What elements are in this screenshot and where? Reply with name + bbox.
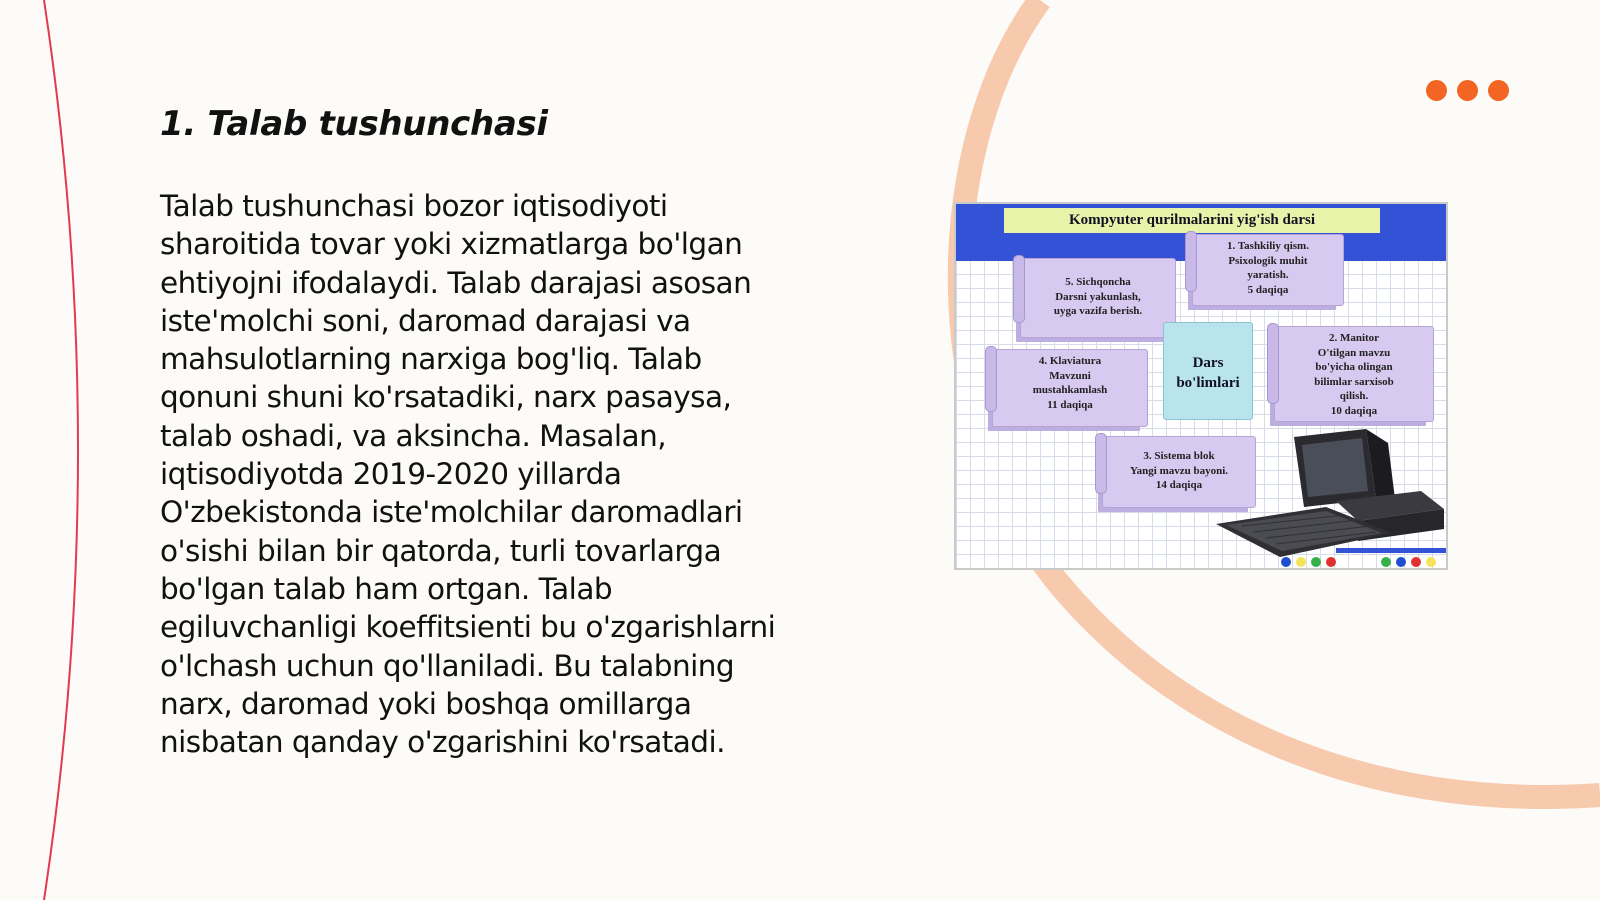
body-line: talab oshadi, va aksincha. Masalan, [160,418,667,453]
scroll-line: Mavzuni [1049,369,1091,382]
scroll-line: 5 daqiqa [1247,283,1289,296]
body-line: Talab tushunchasi bozor iqtisodiyoti [160,189,668,223]
body-line: nisbatan qanday o'zgarishini ko'rsatadi. [160,725,725,760]
scroll-line: mustahkamlash [1032,384,1108,396]
scroll-line: 4. Klaviatura [1038,355,1102,367]
lesson-structure-image [954,202,1448,570]
body-line: narx, daromad yoki boshqa omillarga [160,686,692,721]
scroll-part-4 [992,349,1148,427]
scroll-part-5 [1020,258,1176,338]
body-line: ehtiyojni ifodalaydi. Talab darajasi asosan [160,265,752,300]
scroll-line: 11 daqiqa [1047,398,1093,411]
body-line: mahsulotlarning narxiga bog'liq. Talab [160,342,702,377]
body-line: iste'molchi soni, daromad darajasi va [160,303,691,338]
slide-title: 1. Talab tushunchasi [160,104,548,144]
scroll-part-1 [1192,234,1344,306]
center-line: bo'limlari [1176,375,1240,391]
scroll-line: yaratish. [1247,269,1289,281]
picture-footer-decoration [956,548,1446,570]
center-line: Dars [1192,355,1224,371]
scroll-line: 2. Manitor [1328,332,1380,344]
scroll-line: 14 daqiqa [1155,479,1203,491]
center-box [1163,322,1253,420]
body-line: qonuni shuni ko'rsatadiki, narx pasaysa, [160,380,732,415]
body-line: o'lchash uchun qo'llaniladi. Bu talabning [160,648,735,683]
body-line: o'sishi bilan bir qatorda, turli tovarlarga [160,533,722,568]
body-line: O'zbekistonda iste'molchilar daromadlari [160,495,743,530]
scroll-line: 10 daqiqa [1330,404,1378,417]
dot-2 [1457,80,1478,101]
three-dots-icon [1426,80,1509,101]
body-line: sharoitida tovar yoki xizmatlarga bo'lgan [160,227,743,262]
dot-1 [1426,80,1447,101]
body-line: egiluvchanligi koeffitsienti bu o'zgarishlarni [160,610,776,645]
scroll-part-2 [1274,326,1434,422]
scroll-line: bilimlar sarxisob [1314,375,1394,388]
body-line: iqtisodiyotda 2019-2020 yillarda [160,457,622,492]
scroll-line: uyga vazifa berish. [1053,305,1143,317]
dot-3 [1488,80,1509,101]
scroll-line: Psixologik muhit [1228,254,1308,267]
scroll-line: 1. Tashkiliy qism. [1227,240,1309,252]
scroll-line: Darsni yakunlash, [1055,290,1141,303]
body-line: bo'lgan talab ham ortgan. Talab [160,571,613,606]
left-red-curve [44,0,78,900]
scroll-line: qilish. [1339,390,1369,402]
picture-title: Kompyuter qurilmalarini yig'ish darsi [1004,208,1380,233]
scroll-line: bo'yicha olingan [1315,361,1393,373]
body-paragraph [160,187,820,761]
scroll-line: Yangi mavzu bayoni. [1129,464,1229,477]
scroll-line: 3. Sistema blok [1143,450,1215,462]
scroll-line: O'tilgan mavzu [1317,346,1391,359]
scroll-line: 5. Sichqoncha [1065,276,1131,288]
